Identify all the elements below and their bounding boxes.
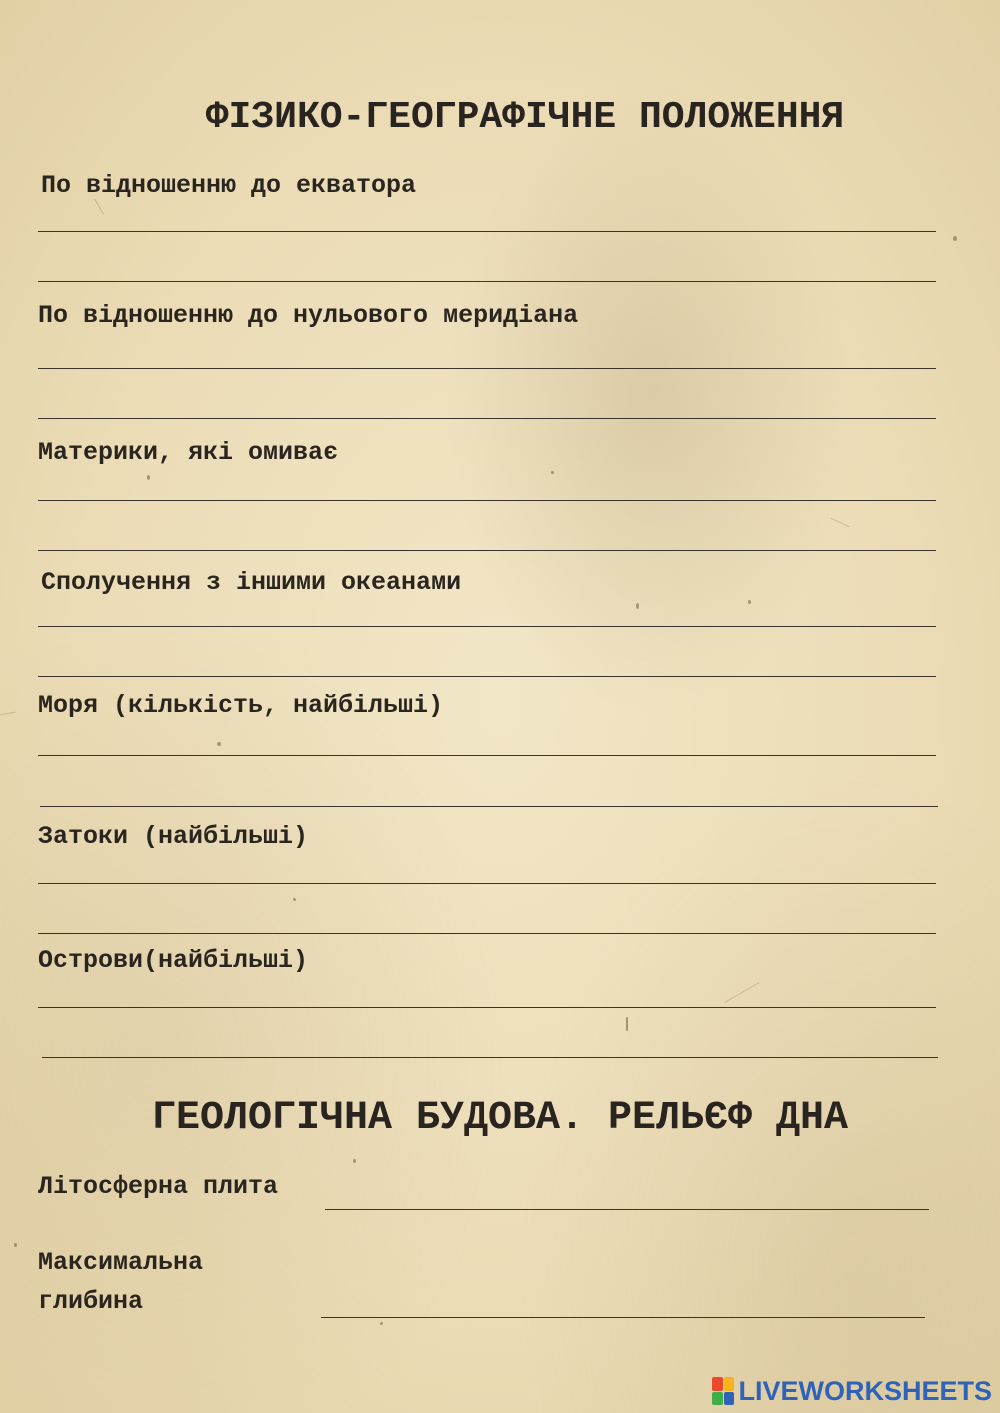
answer-line[interactable] — [38, 676, 936, 677]
field-label-equator: По відношенню до екватора — [41, 171, 417, 200]
answer-line[interactable] — [38, 231, 936, 232]
liveworksheets-logo-icon — [712, 1377, 734, 1405]
field-label-prime-meridian: По відношенню до нульового меридіана — [38, 301, 579, 330]
answer-line[interactable] — [38, 933, 936, 934]
paper-speck — [147, 475, 150, 480]
answer-line[interactable] — [42, 1057, 938, 1058]
answer-line[interactable] — [38, 418, 936, 419]
paper-speck — [14, 1243, 17, 1247]
answer-line[interactable] — [38, 626, 936, 627]
paper-speck — [293, 898, 296, 901]
liveworksheets-logo[interactable] — [712, 1373, 992, 1409]
paper-speck — [636, 603, 639, 609]
answer-line[interactable] — [38, 883, 936, 884]
field-label-islands: Острови(найбільші) — [38, 946, 309, 975]
answer-line[interactable] — [38, 550, 936, 551]
answer-line[interactable] — [321, 1317, 925, 1318]
section-title-geology-relief: ГЕОЛОГІЧНА БУДОВА. РЕЛЬЄФ ДНА — [151, 1096, 849, 1141]
paper-speck — [953, 236, 957, 241]
answer-line[interactable] — [38, 1007, 936, 1008]
paper-fiber — [0, 712, 16, 716]
answer-line[interactable] — [38, 755, 936, 756]
paper-fiber — [831, 518, 850, 527]
field-label-seas: Моря (кількість, найбільші) — [38, 691, 444, 720]
paper-speck — [748, 600, 751, 604]
field-label-ocean-connections: Сполучення з іншими океанами — [41, 568, 462, 597]
section-title-physical-geographic-position: ФІЗИКО-ГЕОГРАФІЧНЕ ПОЛОЖЕННЯ — [205, 96, 845, 139]
answer-line[interactable] — [38, 368, 936, 369]
answer-line[interactable] — [38, 281, 936, 282]
field-label-max-depth-line2: глибина — [38, 1287, 144, 1316]
field-label-bays: Затоки (найбільші) — [38, 822, 309, 851]
logo-text: LIVEWORKSHEETS — [738, 1375, 992, 1406]
answer-line[interactable] — [40, 806, 938, 807]
paper-speck — [353, 1159, 356, 1163]
field-label-lithospheric-plate: Літосферна плита — [38, 1172, 279, 1201]
paper-fiber — [724, 982, 759, 1003]
answer-line[interactable] — [38, 500, 936, 501]
answer-line[interactable] — [325, 1209, 929, 1210]
paper-speck — [217, 742, 221, 746]
paper-fiber — [94, 198, 104, 214]
paper-speck — [380, 1322, 383, 1325]
field-label-continents: Материки, які омиває — [38, 438, 339, 467]
paper-speck — [551, 471, 554, 474]
paper-speck — [626, 1017, 628, 1031]
field-label-max-depth-line1: Максимальна — [38, 1248, 204, 1277]
